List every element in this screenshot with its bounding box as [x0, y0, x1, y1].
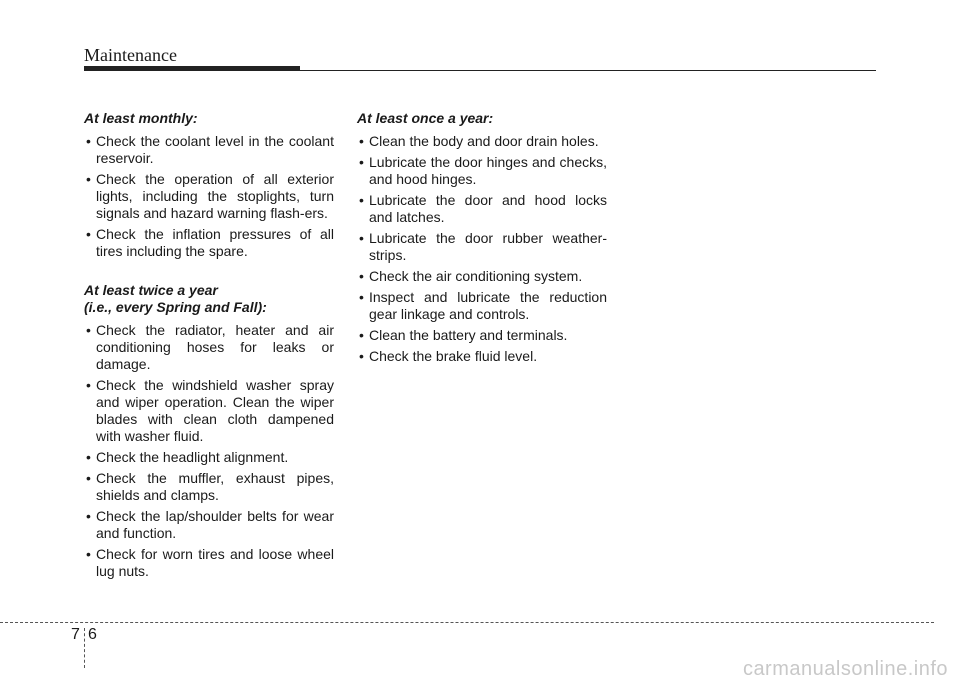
list-item: • Check the air conditioning system.	[359, 268, 583, 284]
bullet: •	[359, 289, 364, 305]
list-item: • Check the coolant level in the coolant reservoir.	[86, 133, 334, 166]
monthly-heading: At least monthly:	[84, 110, 198, 126]
bullet: •	[86, 470, 91, 486]
bullet: •	[86, 546, 91, 562]
bullet: •	[359, 230, 364, 246]
bullet: •	[86, 133, 91, 149]
watermark: carmanualsonline.info	[742, 658, 948, 680]
bullet: •	[86, 449, 91, 465]
bullet: •	[86, 322, 91, 338]
list-item: • Check the operation of all exterior lights, including the stoplights, turn signals and hazard warning flash-ers.	[86, 171, 334, 221]
list-item: • Clean the body and door drain holes.	[359, 133, 599, 149]
list-item: • Check the brake fluid level.	[359, 348, 538, 364]
bullet: •	[86, 508, 91, 524]
list-item: • Check the radiator, heater and air conditioning hoses for leaks or damage.	[86, 322, 334, 372]
footer-dashed-rule	[0, 622, 934, 623]
list-item: • Lubricate the door hinges and checks, and hood hinges.	[359, 154, 607, 187]
bullet: •	[86, 171, 91, 187]
bullet: •	[359, 133, 364, 149]
list-item: • Lubricate the door and hood locks and latches.	[359, 192, 607, 225]
bullet: •	[359, 268, 364, 284]
bullet: •	[86, 226, 91, 242]
header-rule-thick	[84, 66, 300, 71]
list-item: • Check the windshield washer spray and wiper operation. Clean the wiper blades with clean cloth dampened with washer fluid.	[86, 377, 334, 444]
monthly-list	[84, 133, 334, 260]
twice-yearly-heading-line1: At least twice a year	[84, 282, 218, 298]
list-item: • Inspect and lubricate the reduction gear linkage and controls.	[359, 289, 607, 322]
left-column	[84, 110, 334, 584]
list-item: • Lubricate the door rubber weather-strips.	[359, 230, 607, 263]
section-number: 7	[71, 626, 80, 643]
list-item: • Check for worn tires and loose wheel lug nuts.	[86, 546, 334, 579]
bullet: •	[359, 154, 364, 170]
bullet: •	[359, 348, 364, 364]
footer-vertical-dashed-rule	[84, 628, 85, 668]
twice-yearly-heading-line2: (i.e., every Spring and Fall):	[84, 299, 267, 315]
list-item: • Clean the battery and terminals.	[359, 327, 568, 343]
bullet: •	[359, 192, 364, 208]
page-header-title: Maintenance	[84, 45, 177, 65]
right-column	[357, 110, 607, 369]
yearly-list	[357, 133, 607, 365]
bullet: •	[86, 377, 91, 393]
list-item: • Check the muffler, exhaust pipes, shields and clamps.	[86, 470, 334, 503]
header-rule-thin	[300, 70, 876, 71]
twice-yearly-heading	[84, 282, 334, 316]
page-number: 6	[88, 626, 97, 643]
twice-yearly-list	[84, 322, 334, 580]
yearly-heading: At least once a year:	[357, 110, 494, 126]
list-item: • Check the headlight alignment.	[86, 449, 289, 465]
bullet: •	[359, 327, 364, 343]
list-item: • Check the inflation pressures of all tires including the spare.	[86, 226, 334, 259]
list-item: • Check the lap/shoulder belts for wear and function.	[86, 508, 334, 541]
